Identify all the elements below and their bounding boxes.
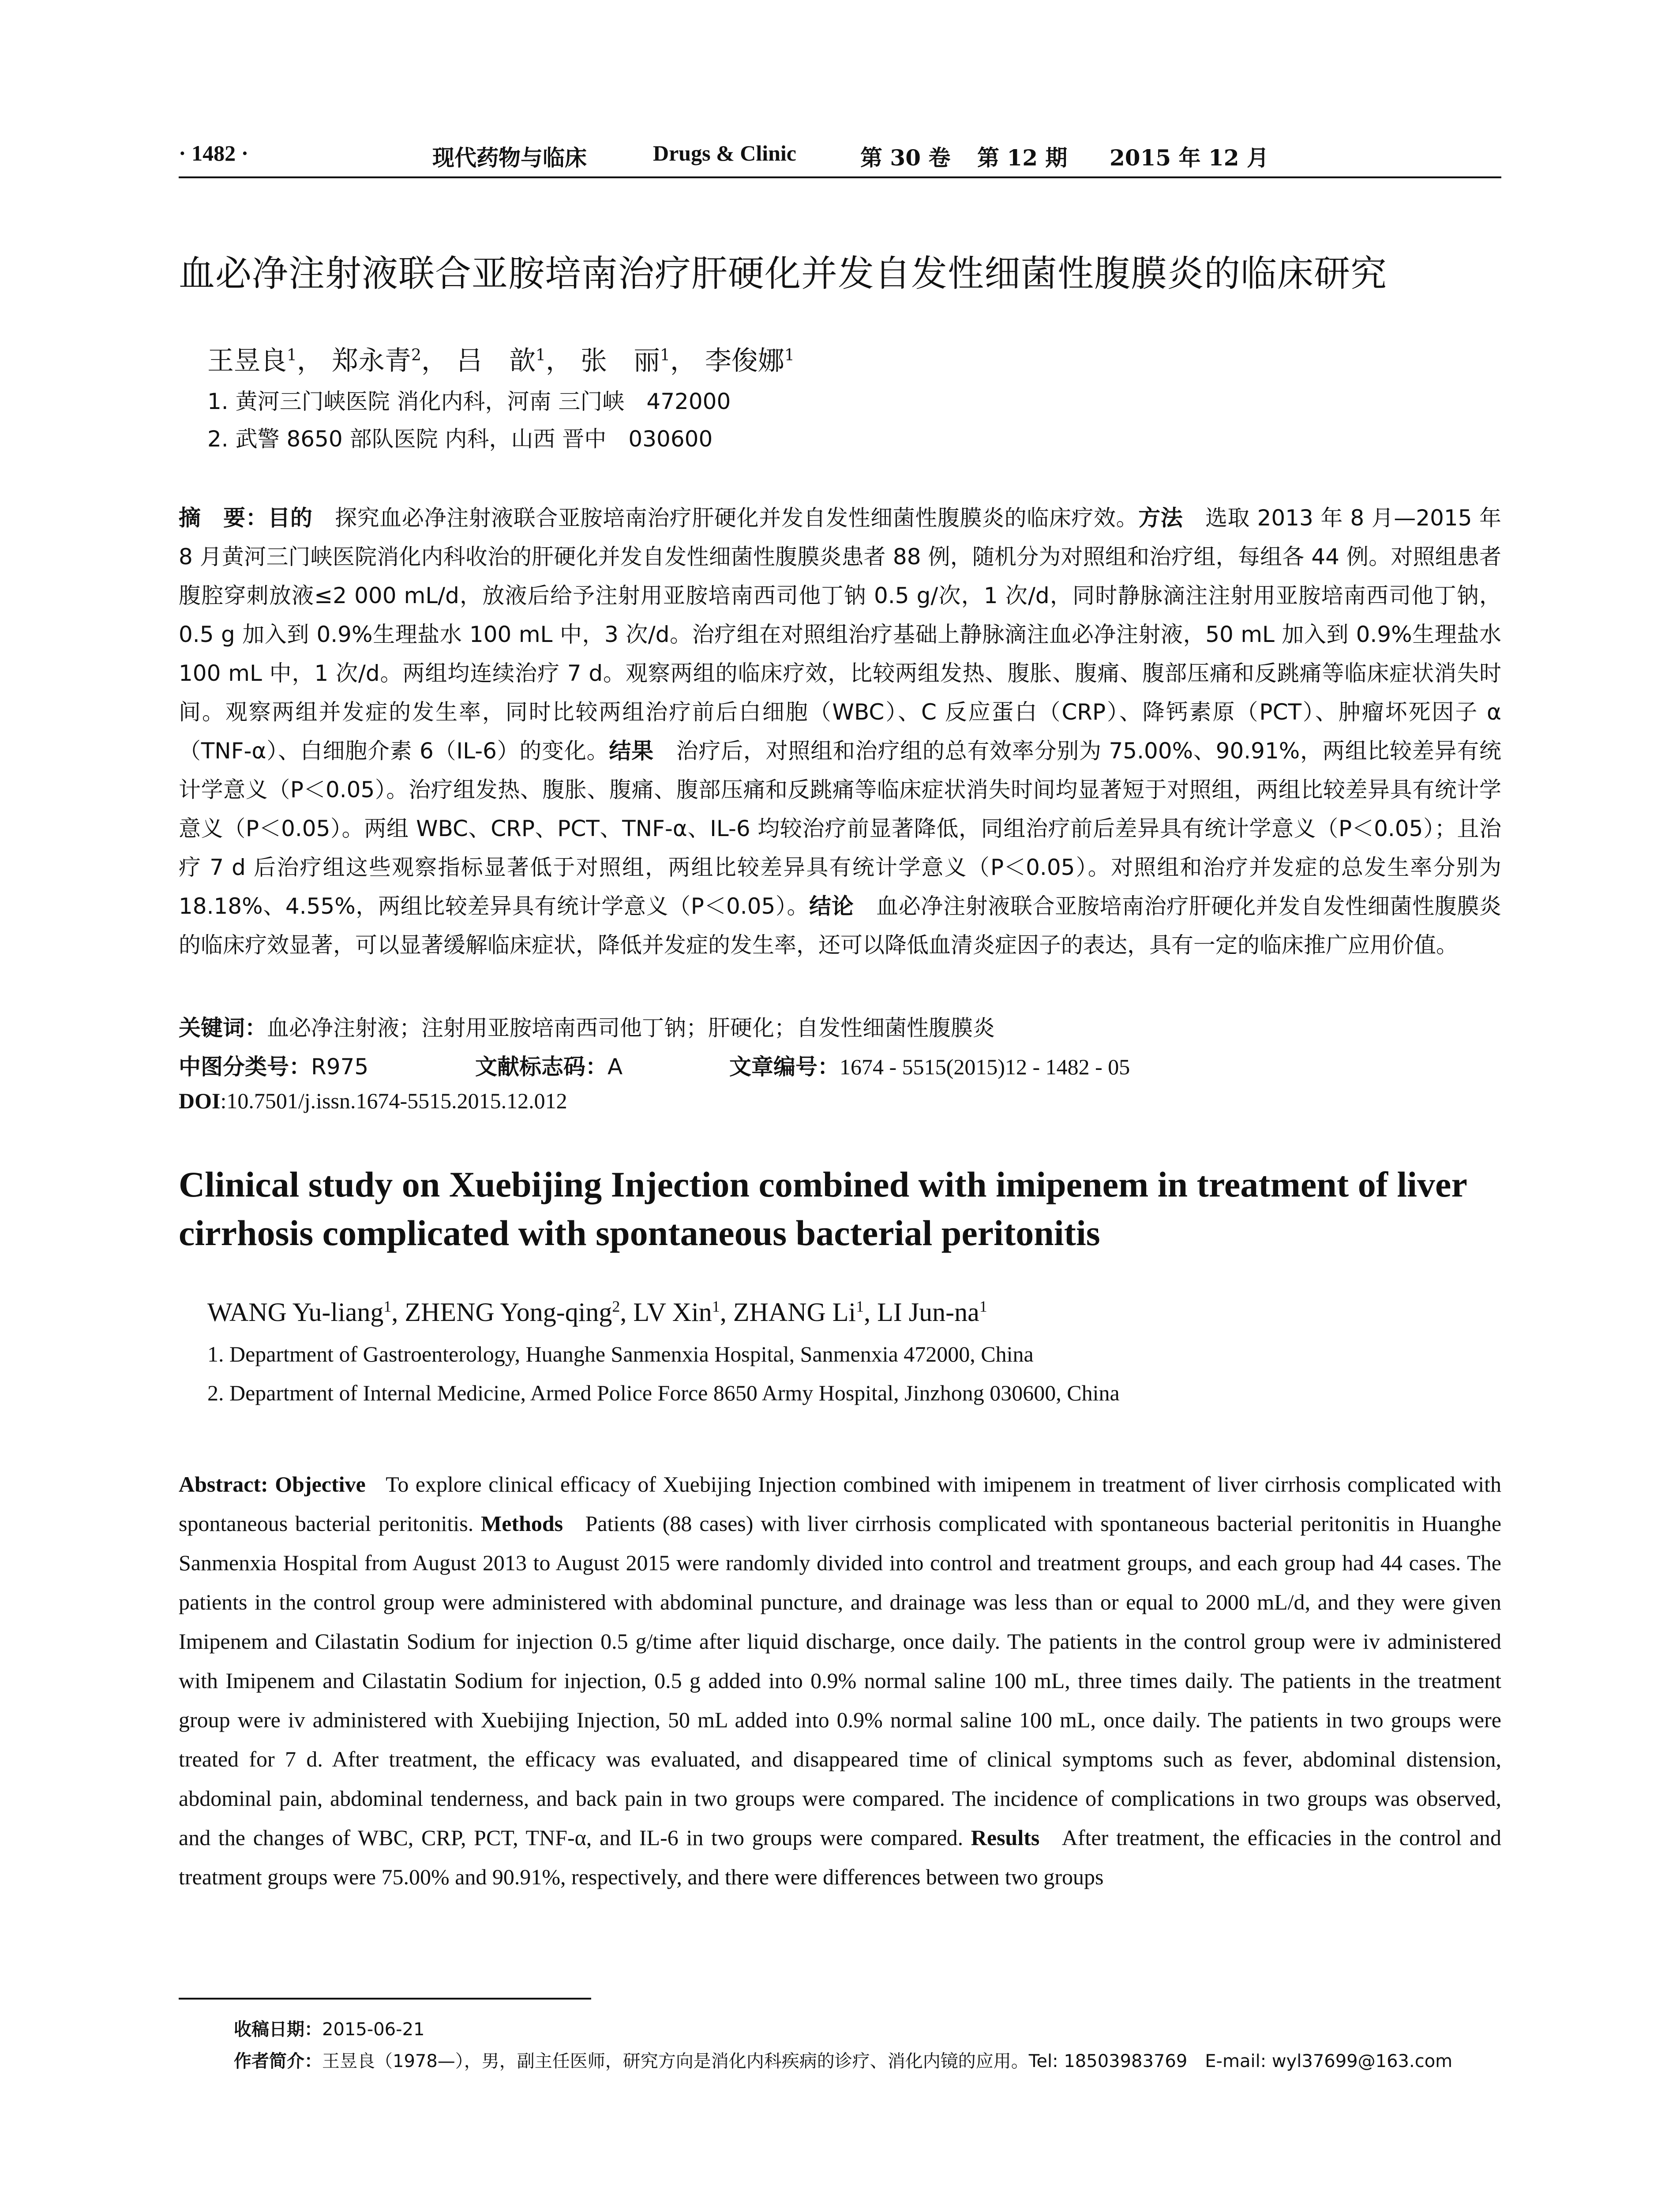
doc-code-value: A — [608, 1054, 623, 1080]
results-cn: 治疗后，对照组和治疗组的总有效率分别为 75.00%、90.91%，两组比较差异有统计学意义（P＜0.05）。治疗组发热、腹胀、腹痛、腹部压痛和反跳痛等临床症状消失时间均显著短于对照组，两组比较差异具有统计学意义（P＜0.05）。两组 WBC、CRP、PCT、TNF-α、IL-6 均较治疗前显著降低，同组治疗前后差异具有统计学意义（P＜0.05）；且治疗 7 d 后治疗组这些观察指标显著低于对照组，两组比较差异具有统计学意义（P＜0.05）。对照组和治疗并发症的总发生率分别为 18.18%、4.55%，两组比较差异具有统计学意义（P＜0.05）。 — [179, 738, 1501, 919]
title-en: Clinical study on Xuebijing Injection combined with imipenem in treatment of liver cirrhosis complicated with spontaneous bacterial peritonitis — [179, 1164, 1467, 1253]
author-cn: 王昱良 — [207, 345, 287, 376]
abstract-label-cn: 摘 要： — [179, 505, 268, 531]
author-bio: 王昱良（1978—），男，副主任医师，研究方向是消化内科疾病的诊疗、消化内镜的应用。Tel: 18503983769 E-mail: wyl37699@163.com — [322, 2051, 1453, 2071]
running-header — [179, 140, 1501, 171]
author-en: ZHENG Yong-qing — [405, 1298, 612, 1327]
bio-label: 作者简介： — [234, 2051, 322, 2071]
article-no-label: 文章编号： — [729, 1054, 840, 1080]
author-cn: 李俊娜 — [705, 345, 784, 376]
author-affil-mark: 1 — [535, 346, 546, 364]
doi-label: DOI — [179, 1088, 221, 1113]
objective-cn: 探究血必净注射液联合亚胺培南治疗肝硬化并发自发性细菌性腹膜炎的临床疗效。 — [335, 505, 1139, 531]
author-affil-mark: 1 — [383, 1298, 392, 1315]
author-affil-mark: 1 — [287, 346, 297, 364]
doc-code-label: 文献标志码： — [475, 1054, 608, 1080]
article-no-value: 1674 - 5515(2015)12 - 1482 - 05 — [840, 1054, 1130, 1079]
affiliation-cn-1: 1. 黄河三门峡医院 消化内科，河南 三门峡 472000 — [207, 389, 731, 414]
author-en: WANG Yu-liang — [207, 1298, 384, 1327]
issue-date: 2015 年 12 月 — [1110, 145, 1269, 171]
author-en: LI Jun-na — [877, 1298, 979, 1327]
author-cn: 郑永青 — [331, 345, 411, 376]
clc-value: R975 — [311, 1054, 369, 1080]
received-date-line — [234, 2015, 424, 2041]
results-label-cn: 结果 — [609, 738, 654, 764]
title-cn: 血必净注射液联合亚胺培南治疗肝硬化并发自发性细菌性腹膜炎的临床研究 — [179, 253, 1388, 295]
affiliation-en-2: 2. Department of Internal Medicine, Armed Police Force 8650 Army Hospital, Jinzhong 030600, China — [207, 1381, 1120, 1405]
received-date: 2015-06-21 — [322, 2019, 425, 2040]
clc-label: 中图分类号： — [179, 1054, 311, 1080]
abstract-cn — [179, 499, 1501, 964]
affiliation-en-1: 1. Department of Gastroenterology, Huanghe Sanmenxia Hospital, Sanmenxia 472000, China — [207, 1342, 1034, 1366]
classification-line — [179, 1049, 1130, 1081]
author-affil-mark: 1 — [856, 1298, 864, 1315]
authors-cn: 王昱良$^1$， 郑永青$^2$， 吕 歆$^1$， 张 丽$^1$， 李俊娜$^1$ — [207, 345, 795, 376]
methods-en: Patients (88 cases) with liver cirrhosis complicated with spontaneous bacterial peritonitis in Huanghe Sanmenxia Hospital from August 2013 to August 2015 were randomly divided into control and treatment groups, and each group had 44 cases. The patients in the control group were administered with abdominal puncture, and drainage was less than or equal to 2000 mL/d, and they were given Imipenem and Cilastatin Sodium for injection 0.5 g/time after liquid discharge, once daily. The patients in the control group were iv administered with Imipenem and Cilastatin Sodium for injection, 0.5 g added into 0.9% normal saline 100 mL, three times daily. The patients in the treatment group were iv administered with Xuebijing Injection, 50 mL added into 0.9% normal saline 100 mL, once daily. The patients in two groups were treated for 7 d. After treatment, the efficacy was evaluated, and disappeared time of clinical symptoms such as fever, abdominal distension, abdominal pain, abdominal tenderness, and back pain in two groups were compared. The incidence of complications in two groups was observed, and the changes of WBC, CRP, PCT, TNF-α, and IL-6 in two groups were compared. — [179, 1511, 1502, 1850]
author-affil-mark: 1 — [712, 1298, 720, 1315]
journal-name-en: Drugs & Clinic — [653, 141, 796, 165]
author-affil-mark: 1 — [660, 346, 670, 364]
objective-en: To explore clinical efficacy of Xuebijing Injection combined with imipenem in treatment of liver cirrhosis complicated with spontaneous bacterial peritonitis. — [179, 1472, 1501, 1536]
keywords-value-cn: 血必净注射液；注射用亚胺培南西司他丁钠；肝硬化；自发性细菌性腹膜炎 — [267, 1015, 995, 1041]
author-affil-mark: 2 — [411, 346, 421, 364]
methods-label-en: Methods — [481, 1511, 563, 1536]
doi-line — [179, 1088, 567, 1114]
objective-label-en: Objective — [275, 1472, 366, 1497]
results-en: After treatment, the efficacies in the control and treatment groups were 75.00% and 90.91%, respectively, and there were differences between two groups — [179, 1825, 1502, 1889]
objective-label-cn: 目的 — [268, 505, 313, 531]
author-bio-line — [234, 2047, 1452, 2072]
authors-en: WANG Yu-liang$^1$, ZHENG Yong-qing$^2$, LV Xin$^1$, ZHANG Li$^1$, LI Jun-$na^1$ — [207, 1298, 987, 1327]
author-cn: 吕 歆 — [456, 345, 536, 376]
conclusion-label-cn: 结论 — [809, 893, 854, 919]
footnote-rule — [179, 1998, 591, 2000]
issue: 第 12 期 — [977, 145, 1068, 171]
doi-value: :10.7501/j.issn.1674-5515.2015.12.012 — [220, 1088, 567, 1113]
abstract-en — [179, 1465, 1501, 1897]
conclusion-cn: 血必净注射液联合亚胺培南治疗肝硬化并发自发性细菌性腹膜炎的临床疗效显著，可以显著缓解临床症状，降低并发症的发生率，还可以降低血清炎症因子的表达，具有一定的临床推广应用价值。 — [179, 893, 1502, 958]
received-label: 收稿日期： — [234, 2019, 322, 2040]
volume: 第 30 卷 — [860, 145, 951, 171]
methods-label-cn: 方法 — [1138, 505, 1183, 531]
author-en: LV Xin — [633, 1298, 712, 1327]
author-affil-mark: 1 — [784, 346, 795, 364]
page-number: · 1482 · — [179, 141, 249, 165]
journal-name-cn: 现代药物与临床 — [432, 145, 587, 171]
results-label-en: Results — [971, 1825, 1040, 1850]
affiliation-cn-2: 2. 武警 8650 部队医院 内科，山西 晋中 030600 — [207, 426, 713, 452]
keywords-cn — [179, 1010, 995, 1042]
methods-cn: 选取 2013 年 8 月—2015 年 8 月黄河三门峡医院消化内科收治的肝硬化并发自发性细菌性腹膜炎患者 88 例，随机分为对照组和治疗组，每组各 44 例。对照组患者腹腔穿刺放液≤2 000 mL/d，放液后给予注射用亚胺培南西司他丁钠 0.5 g/次，1 次/d，同时静脉滴注注射用亚胺培南西司他丁钠，0.5 g 加入到 0.9%生理盐水 100 mL 中，3 次/d。治疗组在对照组治疗基础上静脉滴注血必净注射液，50 mL 加入到 0.9%生理盐水 100 mL 中，1 次/d。两组均连续治疗 7 d。观察两组的临床疗效，比较两组发热、腹胀、腹痛、腹部压痛和反跳痛等临床症状消失时间。观察两组并发症的发生率，同时比较两组治疗前后白细胞（WBC）、C 反应蛋白（CRP）、降钙素原（PCT）、肿瘤坏死因子 α（TNF-α）、白细胞介素 6（IL-6）的变化。 — [179, 505, 1502, 764]
author-en: ZHANG Li — [733, 1298, 856, 1327]
author-affil-mark: 2 — [612, 1298, 620, 1315]
keywords-label-cn: 关键词： — [179, 1015, 267, 1041]
author-affil-mark: 1 — [979, 1298, 987, 1315]
header-rule — [179, 176, 1501, 178]
abstract-label-en: Abstract: — [179, 1472, 268, 1497]
author-cn: 张 丽 — [580, 345, 660, 376]
